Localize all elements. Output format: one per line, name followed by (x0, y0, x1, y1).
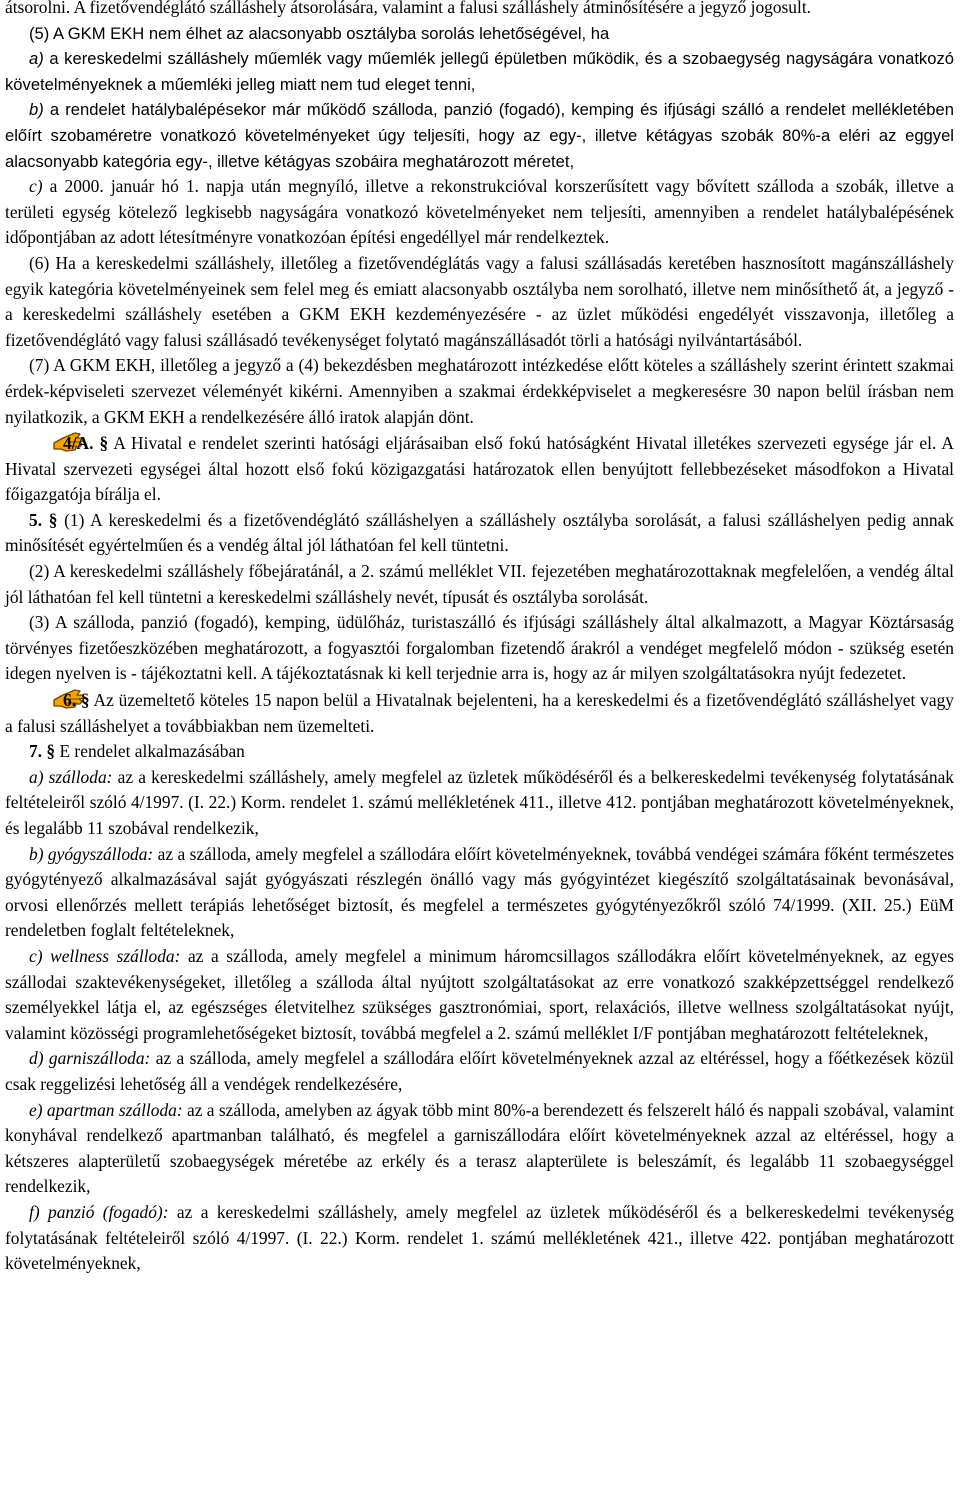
item-label-c: c) (29, 176, 43, 197)
section-text: E rendelet alkalmazásában (55, 741, 245, 762)
definition-text: az a szálloda, amelyben az ágyak több mint 80%-a berendezett és felszerelt háló és nappali szobával, valamint konyhával rendelkező apartmanban található, és megfelel a garniszállodára előírt követelményeknek azzal az eltéréssel, hogy a kétszeres alapterületű szobaegységek méretébe az erkély és a terasz alapterülete is beleszámít, és legalább 11 szobaegységgel rendelkezik, (5, 1099, 954, 1197)
definition-text: az a kereskedelmi szálláshely, amely megfelel az üzletek működéséről és a belkereskedelmi tevékenység folytatásának feltételeiről szóló 4/1997. (I. 22.) Korm. rendelet 1. számú mellékletének 421., illetve 422. pontjában meghatározott követelményeknek, (5, 1201, 954, 1274)
paragraph-5-intro: (5) A GKM EKH nem élhet az alacsonyabb osztályba sorolás lehetőségével, ha (29, 23, 610, 43)
paragraph-6: (6) Ha a kereskedelmi szálláshely, illetőleg a fizetővendéglátás vagy a falusi szállásadás keretében hasznosított magánszálláshely egyik kategória követelményeinek sem felel meg és emiatt alacsonyabb osztályba nem sorolható, illetve nem minősíthető át, a jegyző - a kereskedelmi szálláshely esetében a GKM EKH kezdeményezésére - az üzlet működési engedélyét visszavonja, illetőleg a fizetővendéglátó vagy falusi szállásadó tevékenységet folytató magánszállásadót törli a hatósági nyilvántartásából. (5, 252, 954, 350)
section-number: 5. (29, 509, 43, 530)
definition-term: f) panzió (fogadó): (29, 1201, 169, 1222)
paragraph-7: (7) A GKM EKH, illetőleg a jegyző a (4) bekezdésben meghatározott intézkedése előtt köteles a szálláshely szerint érintett szakmai érdek-képviseleti szervezet véleményét kikérni. Amennyiben a szakmai érdekképviselet a megkeresésre 30 napon belül írásban nem nyilatkozik, a GKM EKH a rendelkezésére álló iratok alapján dönt. (5, 355, 954, 427)
definition-text: az a szálloda, amely megfelel a minimum háromcsillagos szállodákra előírt követelményeknek, az egyes szállodai szaktevékenységeket, illetőleg a szálloda által nyújtott szolgáltatásokat az erre vonatkozó szakképzettséggel rendelkező személyekkel látja el, az egészséges életvitelhez szükséges gasztronómiai, sport, relaxációs, illetve wellness szolgáltatásokat nyújt, valamint közösségi programlehetőségeket biztosít, továbbá megfelel a 2. számú melléklet I/F pontjában meghatározott feltételeknek, (5, 945, 954, 1043)
section-5 (5, 508, 954, 559)
definition-term: d) garniszálloda: (29, 1048, 151, 1069)
item-text-b: a rendelet hatálybalépésekor már működő szálloda, panzió (fogadó), kemping és ifjúsági szálló a rendelet mellékletében előírt szobaméretre vonatkozó követelményeket úgy teljesíti, hogy az egy-, illetve kétágyas szobák 80%-a eléri az eggyel alacsonyabb kategória egy-, illetve kétágyas szobáira meghatározott méretet, (5, 100, 954, 171)
item-label-a: a) (29, 49, 44, 69)
definition-term: a) szálloda: (29, 766, 113, 787)
section-number: 6. (63, 690, 77, 711)
section-sign: § (48, 509, 58, 530)
definition-f (5, 1200, 954, 1277)
section-text: A Hivatal e rendelet szerinti hatósági eljárásaiban első fokú hatóságként Hivatal illetékes szervezeti egysége jár el. A Hivatal szervezeti egységei által hozott első fokú közigazgatási határozatok ellen benyújtott fellebbezéseket másodfokon a Hivatal főigazgatója bírálja el. (5, 433, 954, 505)
definition-e (5, 1098, 954, 1200)
section-6 (5, 687, 954, 739)
definition-text: az a szálloda, amely megfelel a szállodára előírt követelményeknek, továbbá vendégei számára főként természetes gyógytényező alkalmazásával saját gyógyászati részlegén önálló vagy más gyógyintézet kiegészítő szolgáltatásainak bevonásával, orvosi ellenőrzés mellett terápiás lehetőséget biztosít, és megfelel a természetes gyógytényezőkről szóló 74/1999. (XII. 25.) EüM rendeletben foglalt feltételeknek, (5, 843, 954, 941)
pointing-hand-icon[interactable] (29, 430, 61, 454)
section-sign: § (99, 433, 109, 454)
section-number: 4/A. (63, 433, 94, 454)
definition-b (5, 842, 954, 944)
section-5-paragraph-3: (3) A szálloda, panzió (fogadó), kemping, üdülőház, turistaszálló és ifjúsági szálláshely által alkalmazott, a Magyar Köztársaság törvényes fizetőeszközében meghatározott, a fogyasztói forgalomban fizetendő árakról a vendéget megfelelő módon - szükség esetén idegen nyelven is - tájékoztatni kell. A tájékoztatásnak ki kell terjednie arra is, hogy az ár milyen szolgáltatásokra nyújt fedezetet. (5, 612, 954, 684)
definition-a (5, 765, 954, 842)
paragraph-continuation: átsorolni. A fizetővendéglátó szálláshely átsorolására, valamint a falusi szálláshely átminősítésére a jegyző jogosult. (5, 0, 812, 17)
section-number: 7. (29, 741, 43, 762)
paragraph-5c (5, 174, 954, 251)
section-4a (5, 430, 954, 508)
paragraph-5a (5, 46, 954, 97)
definition-term: e) apartman szálloda: (29, 1099, 183, 1120)
section-7 (5, 739, 954, 765)
definition-d (5, 1046, 954, 1097)
definition-term: b) gyógyszálloda: (29, 843, 154, 864)
section-sign: § (80, 690, 90, 711)
definition-text: az a kereskedelmi szálláshely, amely megfelel az üzletek működéséről és a belkereskedelmi tevékenység folytatásának feltételeiről szóló 4/1997. (I. 22.) Korm. rendelet 1. számú mellékletének 411., illetve 412. pontjában meghatározott követelményeknek, és legalább 11 szobával rendelkezik, (5, 766, 954, 838)
definition-text: az a szálloda, amely megfelel a szállodára előírt követelményeknek azzal az eltéréssel, hogy a főétkezések közül csak reggelizési lehetőség áll a vendégek rendelkezésére, (5, 1048, 954, 1094)
paragraph-5b (5, 97, 954, 174)
definition-term: c) wellness szálloda: (29, 945, 181, 966)
item-text-a: a kereskedelmi szálláshely műemlék vagy műemlék jellegű épületben működik, és a szobaegység nagyságára vonatkozó követelményeknek a műemléki jelleg miatt nem tud eleget tenni, (5, 49, 954, 94)
item-text-c: a 2000. január hó 1. napja után megnyíló, illetve a rekonstrukcióval korszerűsített vagy bővített szálloda a szobák, illetve a területi egység kötelező legkisebb nagyságára vonatkozó követelményeket nem teljesíti, amennyiben a rendelet hatálybalépésének időpontjában az adott létesítményre vonatkozóan építési engedéllyel már rendelkeztek. (5, 176, 954, 248)
section-text: Az üzemeltető köteles 15 napon belül a Hivatalnak bejelenteni, ha a kereskedelmi és a fizetővendéglátó szálláshelyet vagy a falusi szálláshelyet a továbbiakban nem üzemelteti. (5, 690, 954, 736)
section-5-paragraph-2: (2) A kereskedelmi szálláshely főbejáratánál, a 2. számú melléklet VII. fejezetében meghatározottaknak megfelelően, a vendég által jól láthatóan fel kell tüntetni a kereskedelmi szálláshely nevét, típusát és osztályba sorolását. (5, 561, 954, 607)
section-sign: § (46, 741, 56, 762)
item-label-b: b) (29, 100, 44, 120)
pointing-hand-icon[interactable] (29, 687, 61, 711)
definition-c (5, 944, 954, 1046)
section-text: (1) A kereskedelmi és a fizetővendéglátó szálláshelyen a szálláshely osztályba sorolását, a falusi szálláshelyen pedig annak minősítését egyértelműen és a vendég által jól láthatóan fel kell tüntetni. (5, 509, 954, 556)
